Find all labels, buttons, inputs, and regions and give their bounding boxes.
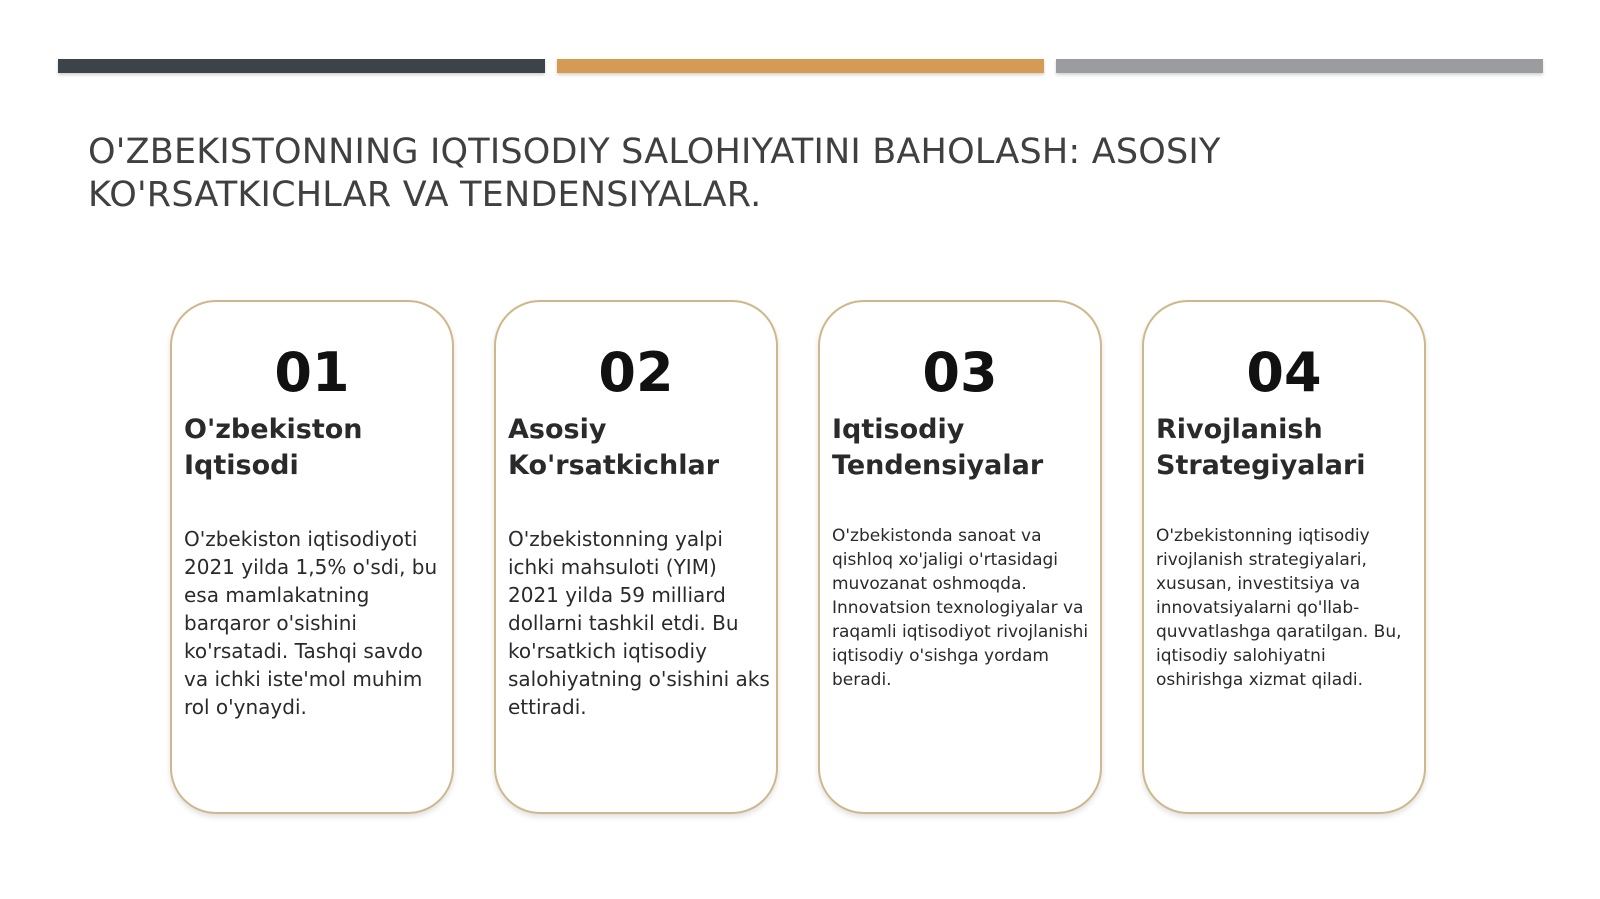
card-1	[170, 300, 454, 814]
card-heading: Iqtisodiy Tendensiyalar	[832, 414, 1044, 481]
card-number: 04	[1246, 341, 1322, 404]
card-heading: Asosiy Ko'rsatkichlar	[508, 414, 720, 481]
accent-bar-gray	[1056, 59, 1543, 73]
accent-bar-dark	[58, 59, 545, 73]
accent-bar-orange	[557, 59, 1044, 73]
slide-title: O'ZBEKISTONNING IQTISODIY SALOHIYATINI BAHOLASH: ASOSIY KO'RSATKICHLAR VA TENDENSIYALAR.	[88, 132, 1221, 215]
card-heading: O'zbekiston Iqtisodi	[184, 414, 363, 481]
card-heading: Rivojlanish Strategiyalari	[1156, 414, 1366, 481]
card-4	[1142, 300, 1426, 814]
card-number: 03	[922, 341, 998, 404]
card-text: O'zbekistonning iqtisodiy rivojlanish strategiyalari, xususan, investitsiya va innovatsiyalarni qo'llab-quvvatlashga qaratilgan. Bu, iqtisodiy salohiyatni oshirishga xizmat qiladi.	[1156, 526, 1402, 690]
card-3	[818, 300, 1102, 814]
card-number: 02	[598, 341, 674, 404]
card-2	[494, 300, 778, 814]
card-text: O'zbekistonning yalpi ichki mahsuloti (YIM) 2021 yilda 59 milliard dollarni tashkil etdi. Bu ko'rsatkich iqtisodiy salohiyatning o'sishini aks ettiradi.	[508, 527, 770, 719]
card-text: O'zbekiston iqtisodiyoti 2021 yilda 1,5% o'sdi, bu esa mamlakatning barqaror o'sishini ko'rsatadi. Tashqi savdo va ichki iste'mol muhim rol o'ynaydi.	[184, 527, 438, 719]
card-number: 01	[274, 341, 350, 404]
card-text: O'zbekistonda sanoat va qishloq xo'jaligi o'rtasidagi muvozanat oshmoqda. Innovatsion texnologiyalar va raqamli iqtisodiyot rivojlanishi iqtisodiy o'sishga yordam beradi.	[832, 526, 1089, 690]
